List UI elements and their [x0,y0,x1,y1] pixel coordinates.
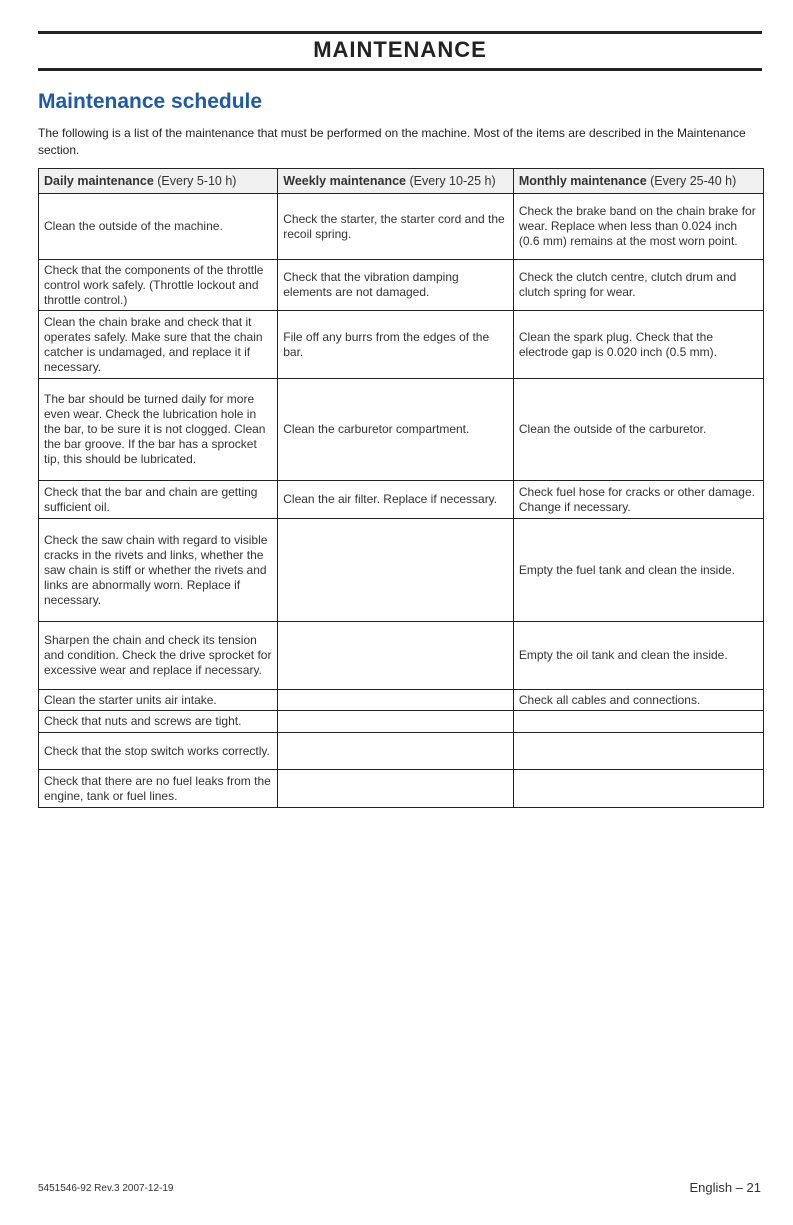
column-label: Monthly maintenance [518,173,647,188]
table-row [39,711,764,733]
column-label: Weekly maintenance [283,173,406,188]
monthly-cell [513,711,763,733]
monthly-cell [513,733,763,770]
weekly-cell [278,690,514,711]
table-row [39,481,764,519]
column-interval: (Every 25-40 h) [646,173,737,188]
weekly-cell [278,733,514,770]
weekly-cell [278,770,514,808]
table-row [39,519,764,622]
intro-paragraph: The following is a list of the maintenance that must be performed on the machine. Most of the items are described in the Maintenance section. [38,126,746,157]
table-row [39,690,764,711]
weekly-cell: Check that the vibration damping elements are not damaged. [278,260,514,311]
weekly-cell [278,622,514,690]
column-label: Daily maintenance [44,173,154,188]
weekly-cell: Clean the carburetor compartment. [278,379,514,481]
column-interval: (Every 10-25 h) [406,173,496,188]
daily-cell: Clean the starter units air intake. [39,690,278,711]
daily-cell: Clean the outside of the machine. [39,194,278,260]
table-row [39,770,764,808]
section-title: Maintenance schedule [38,90,263,113]
monthly-cell: Check fuel hose for cracks or other damage. Change if necessary. [513,481,763,519]
page-number: English – 21 [689,1180,761,1195]
header-title: MAINTENANCE [313,37,487,62]
daily-cell: Sharpen the chain and check its tension and condition. Check the drive sprocket for excessive wear and replace if necessary. [39,622,278,690]
daily-cell: Clean the chain brake and check that it operates safely. Make sure that the chain catcher is undamaged, and replace it if necessary. [39,311,278,379]
column-header-monthly [513,169,763,194]
daily-cell: Check that the stop switch works correctly. [39,733,278,770]
monthly-cell: Empty the fuel tank and clean the inside. [513,519,763,622]
weekly-cell: File off any burrs from the edges of the bar. [278,311,514,379]
table-row [39,260,764,311]
monthly-cell: Check all cables and connections. [513,690,763,711]
table-row [39,311,764,379]
daily-cell: Check that nuts and screws are tight. [39,711,278,733]
weekly-cell: Clean the air filter. Replace if necessary. [278,481,514,519]
daily-cell: Check that the components of the throttle control work safely. (Throttle lockout and throttle control.) [39,260,278,311]
monthly-cell: Clean the outside of the carburetor. [513,379,763,481]
document-code: 5451546-92 Rev.3 2007-12-19 [38,1183,174,1194]
column-interval: (Every 5-10 h) [153,173,237,188]
monthly-cell: Check the brake band on the chain brake for wear. Replace when less than 0.024 inch (0.6 mm) remains at the most worn point. [513,194,763,260]
monthly-cell [513,770,763,808]
table-row [39,379,764,481]
monthly-cell: Check the clutch centre, clutch drum and clutch spring for wear. [513,260,763,311]
daily-cell: Check the saw chain with regard to visible cracks in the rivets and links, whether the saw chain is stiff or whether the rivets and links are abnormally worn. Replace if necessary. [39,519,278,622]
table-header-row [39,169,764,194]
column-header-daily [39,169,278,194]
table-row [39,622,764,690]
column-header-weekly [278,169,514,194]
maintenance-schedule-table [38,168,764,808]
daily-cell: Check that there are no fuel leaks from the engine, tank or fuel lines. [39,770,278,808]
daily-cell: Check that the bar and chain are getting sufficient oil. [39,481,278,519]
monthly-cell: Clean the spark plug. Check that the electrode gap is 0.020 inch (0.5 mm). [513,311,763,379]
daily-cell: The bar should be turned daily for more even wear. Check the lubrication hole in the bar, to be sure it is not clogged. Clean the bar groove. If the bar has a sprocket tip, this should be lubricated. [39,379,278,481]
table-row [39,733,764,770]
table-row [39,194,764,260]
weekly-cell [278,519,514,622]
weekly-cell: Check the starter, the starter cord and the recoil spring. [278,194,514,260]
monthly-cell: Empty the oil tank and clean the inside. [513,622,763,690]
weekly-cell [278,711,514,733]
page-header [38,31,762,71]
